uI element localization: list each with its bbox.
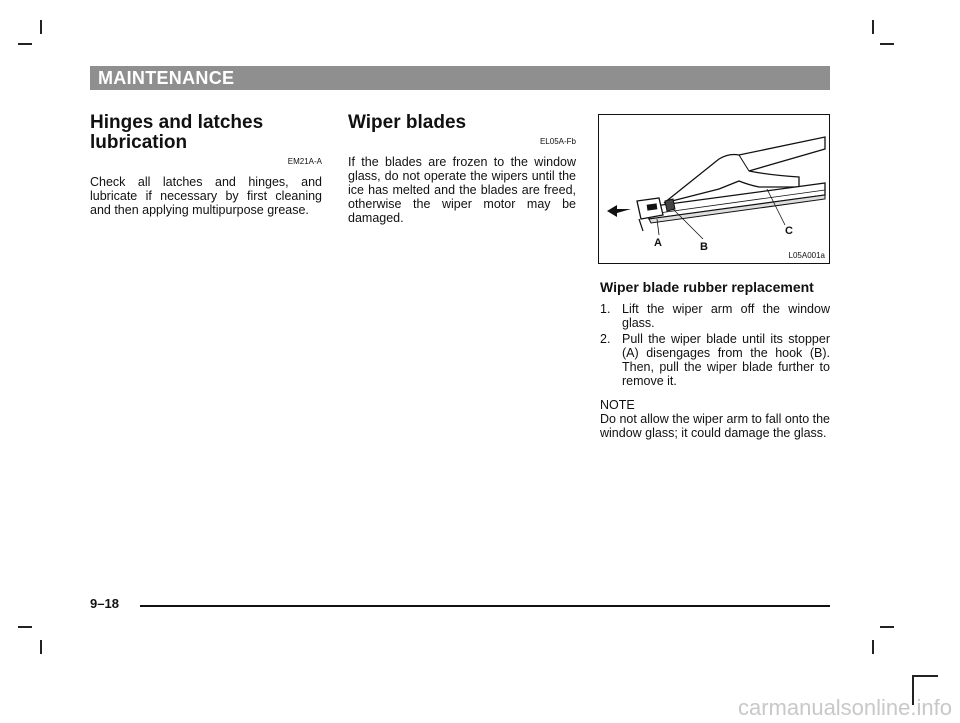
step-text: Pull the wiper blade until its stopper (A) disengages from the hook (B). Then, pull the wiper blade further to remove it. <box>622 332 830 388</box>
wiper-section <box>348 113 576 225</box>
wiper-heading: Wiper blades <box>348 112 467 133</box>
crop-mark <box>872 20 874 34</box>
note-label: NOTE <box>600 398 635 412</box>
hinges-code: EM21A-A <box>287 157 322 166</box>
note-block <box>600 398 830 440</box>
crop-mark <box>18 626 32 628</box>
section-header-bar <box>90 66 830 90</box>
crop-mark <box>912 675 938 677</box>
hinges-section <box>90 113 322 217</box>
hinges-body: Check all latches and hinges, and lubricate if necessary by first cleaning and then applying multipurpose grease. <box>90 175 322 217</box>
page-number: 9–18 <box>90 596 119 611</box>
step-number: 1. <box>600 302 611 316</box>
watermark: carmanualsonline.info <box>737 695 952 720</box>
rubber-replacement-heading: Wiper blade rubber replacement <box>600 279 814 295</box>
wiper-figure <box>598 114 830 264</box>
note-text: Do not allow the wiper arm to fall onto the window glass; it could damage the glass. <box>600 412 830 440</box>
crop-mark <box>872 640 874 654</box>
figure-caption: L05A001a <box>788 251 825 260</box>
crop-mark <box>880 43 894 45</box>
wiper-blade-illustration <box>599 115 829 263</box>
crop-mark <box>18 43 32 45</box>
crop-mark <box>40 640 42 654</box>
wiper-body: If the blades are frozen to the window glass, do not operate the wipers until the ice has melted and the blades are freed, otherwise the wiper motor may be damaged. <box>348 155 576 225</box>
step-number: 2. <box>600 332 611 346</box>
step-item <box>600 332 830 388</box>
figure-label-c: C <box>785 225 793 237</box>
wiper-code: EL05A-Fb <box>539 137 576 146</box>
figure-label-a: A <box>654 237 662 249</box>
rubber-replacement-section <box>600 280 830 440</box>
crop-mark <box>40 20 42 34</box>
footer-rule <box>140 605 830 607</box>
section-title: MAINTENANCE <box>98 68 235 88</box>
figure-label-b: B <box>700 241 708 253</box>
step-text: Lift the wiper arm off the window glass. <box>622 302 830 330</box>
step-item <box>600 302 830 330</box>
hinges-heading: Hinges and latches lubrication <box>90 112 264 153</box>
crop-mark <box>880 626 894 628</box>
